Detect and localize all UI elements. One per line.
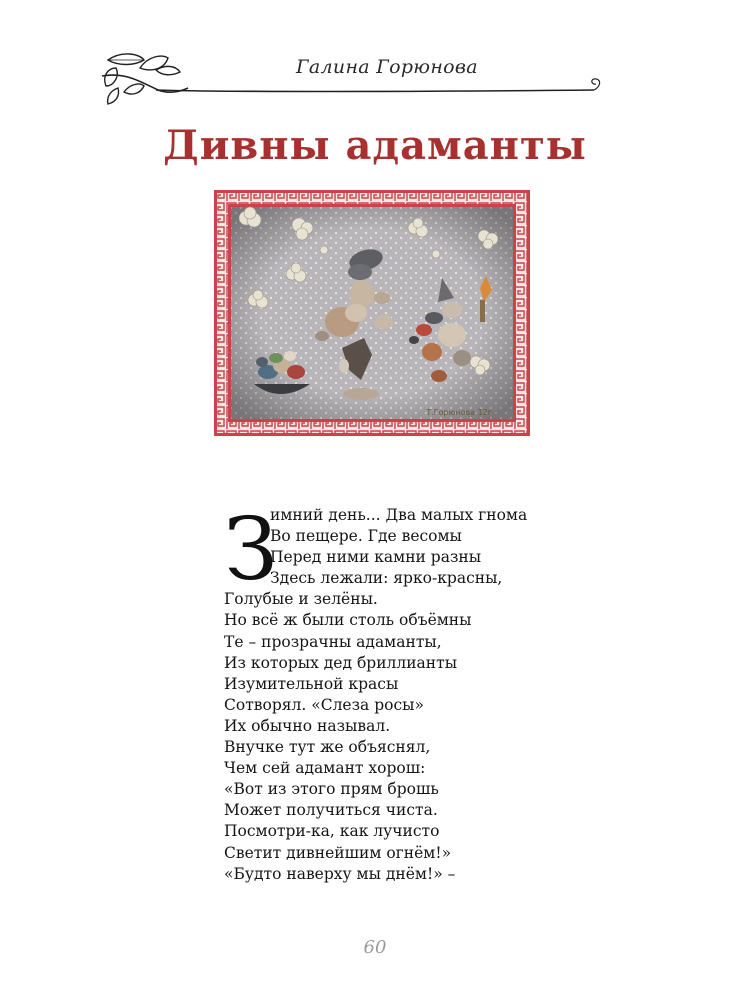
poem <box>224 500 604 885</box>
illustration-signature: Т.Горюнова 12г <box>426 408 492 417</box>
poem-line: Из которых дед бриллианты <box>224 653 458 672</box>
poem-lines <box>224 500 604 885</box>
author-name: Галина Горюнова <box>296 56 478 78</box>
poem-line: Сотворял. «Слеза росы» <box>224 695 424 714</box>
page-number: 60 <box>363 937 387 958</box>
poem-line: Во пещере. Где весомы <box>270 527 462 546</box>
poem-line: Перед ними камни разны <box>270 548 482 567</box>
poem-line: Голубые и зелёны. <box>224 590 378 609</box>
poem-line: «Будто наверху мы днём!» – <box>224 864 456 883</box>
poem-line: Их обычно называл. <box>224 716 391 735</box>
poem-line: Посмотри-ка, как лучисто <box>224 822 440 841</box>
poem-line: Но всё ж были столь объёмны <box>224 611 472 630</box>
pebble-art-illustration <box>214 190 530 436</box>
page-title: Дивны адаманты <box>163 122 587 169</box>
poem-line: Те – прозрачны адаманты, <box>224 632 442 651</box>
poem-line: Изумительной красы <box>224 674 399 693</box>
poem-line: Здесь лежали: ярко-красны, <box>270 569 503 588</box>
page-header <box>96 46 602 108</box>
poem-line: Светит дивнейшим огнём!» <box>224 843 452 862</box>
drop-cap: З <box>224 500 278 600</box>
poem-line: Чем сей адамант хорош: <box>224 759 426 778</box>
poem-line: «Вот из этого прям брошь <box>224 780 439 799</box>
poem-line: Внучке тут же объяснял, <box>224 738 431 757</box>
poem-line: Может получиться чиста. <box>224 801 438 820</box>
poem-line: имний день... Два малых гнома <box>270 506 528 524</box>
